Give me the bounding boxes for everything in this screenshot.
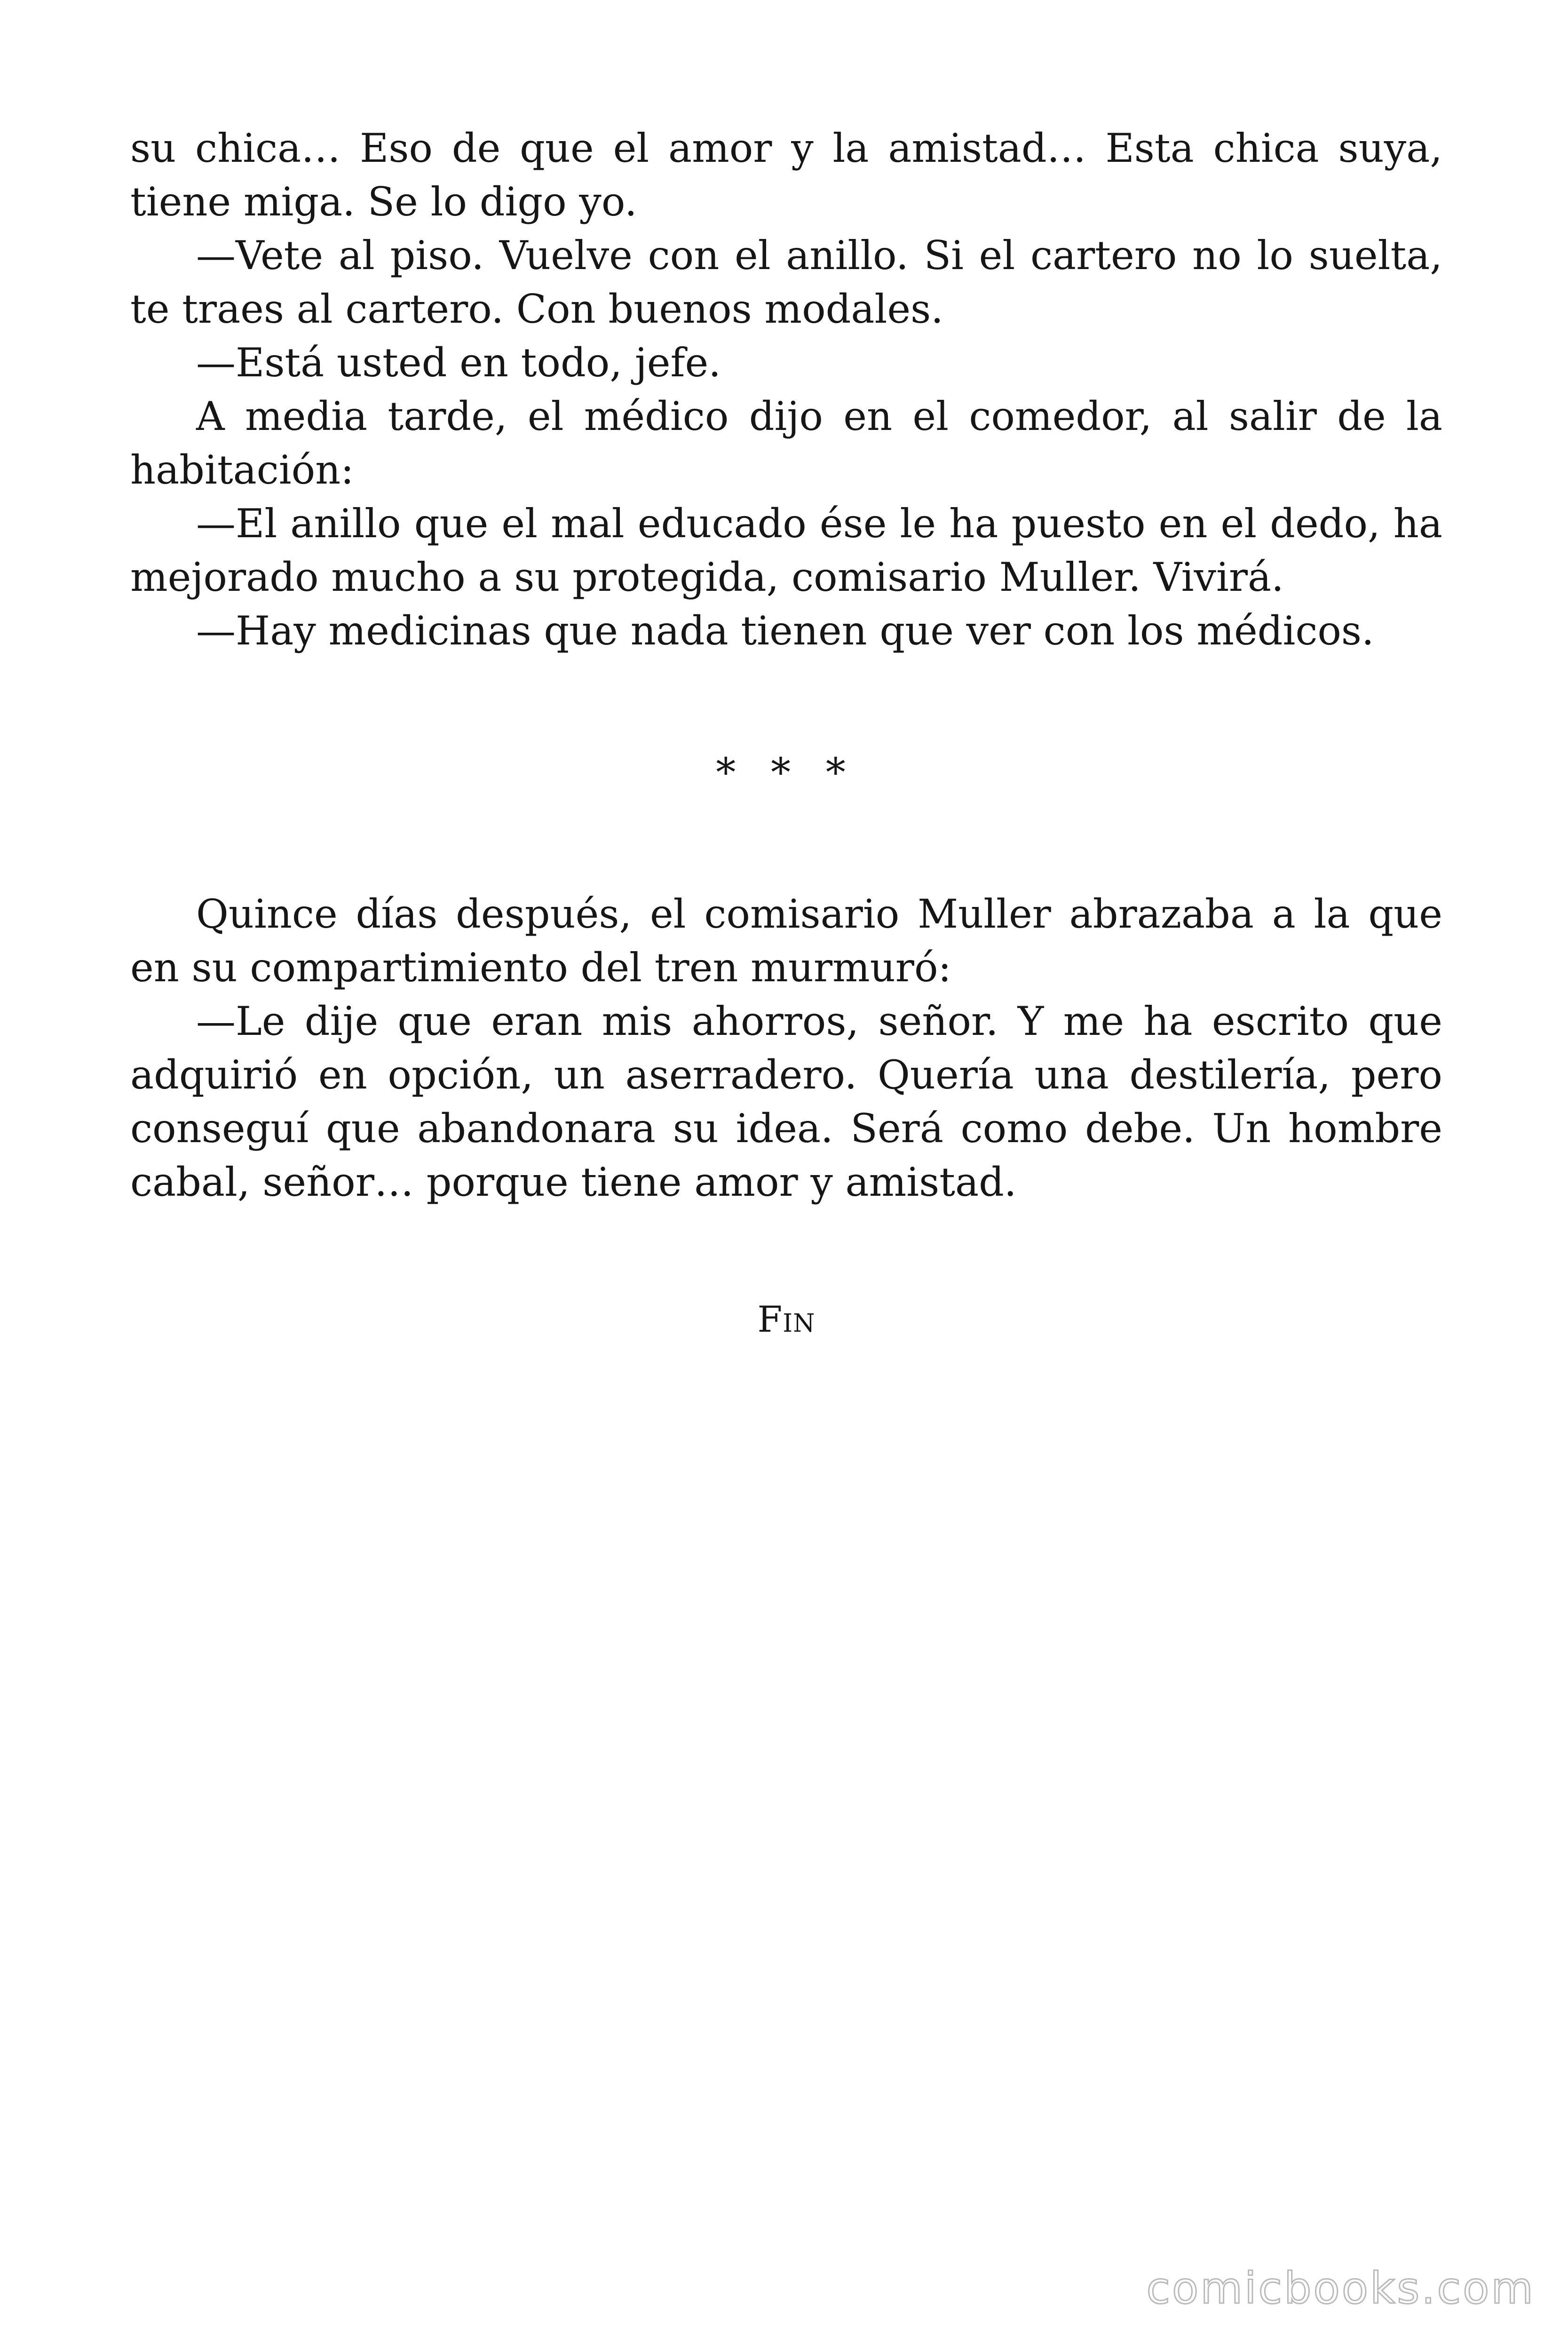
end-mark: Fin	[757, 1298, 816, 1340]
scene-break: * * *	[716, 749, 857, 795]
spacer	[130, 1209, 1442, 1293]
paragraph: —Hay medicinas que nada tienen que ver con los médicos.	[196, 608, 1374, 654]
paragraph: —Vete al piso. Vuelve con el anillo. Si el cartero no lo suelta, te traes al cartero. Con buenos modales.	[130, 232, 1442, 332]
paragraph: —Está usted en todo, jefe.	[196, 340, 721, 386]
paragraph: —El anillo que el mal educado ése le ha puesto en el dedo, ha mejorado mucho a su protegida, comisario Muller. Vivirá.	[130, 501, 1442, 600]
paragraph: A media tarde, el médico dijo en el comedor, al salir de la habitación:	[130, 393, 1442, 493]
paragraph: su chica… Eso de que el amor y la amistad… Esta chica suya, tiene miga. Se lo digo yo.	[130, 125, 1442, 225]
watermark: comicbooks.com	[1146, 2263, 1535, 2313]
book-page-text	[130, 121, 1442, 1346]
paragraph: Quince días después, el comisario Muller abrazaba a la que en su compartimiento del tren murmuró:	[130, 891, 1442, 991]
paragraph: —Le dije que eran mis ahorros, señor. Y me ha escrito que adquirió en opción, un aserradero. Quería una destilería, pero conseguí que abandonara su idea. Será como debe. Un hombre cabal, señor… porque tiene amor y amistad.	[130, 998, 1442, 1205]
